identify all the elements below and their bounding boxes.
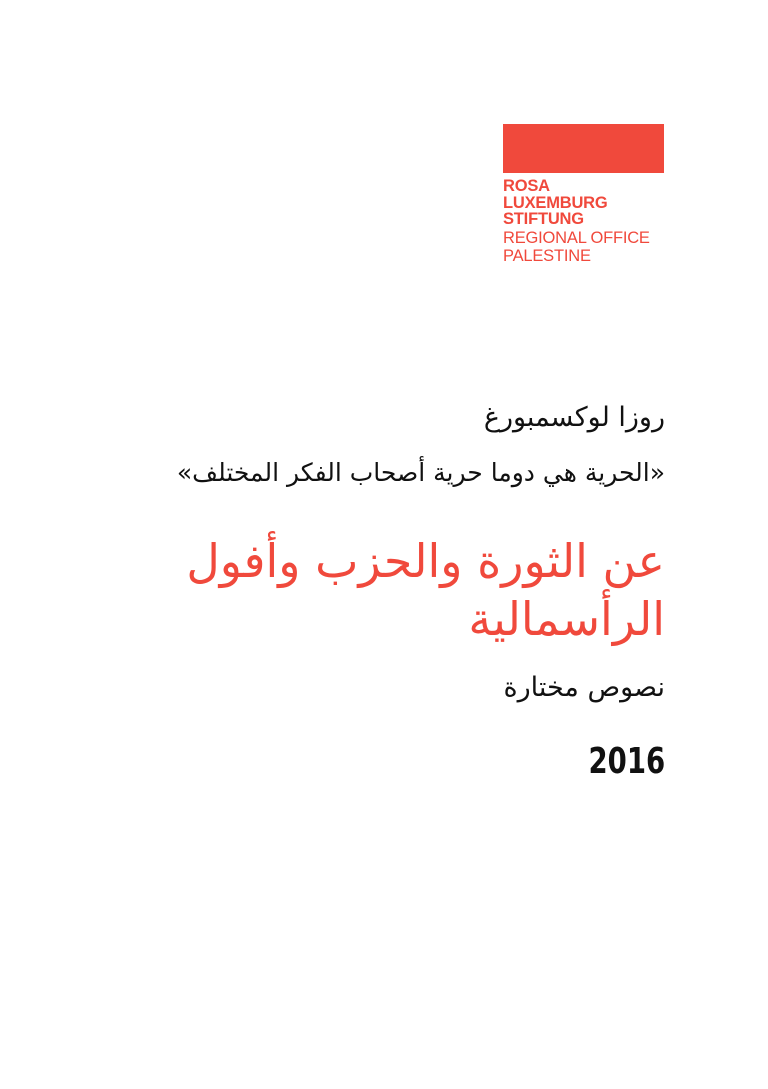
book-title-line-2: الرأسمالية	[468, 592, 665, 646]
logo-line-palestine: PALESTINE	[503, 247, 591, 265]
publisher-logo	[503, 124, 665, 265]
logo-line-stiftung: STIFTUNG	[503, 210, 584, 228]
author-name: روزا لوكسمبورغ	[483, 402, 665, 433]
book-title-line-1: عن الثورة والحزب وأفول	[186, 534, 665, 588]
book-subtitle: نصوص مختارة	[503, 672, 665, 703]
book-title	[186, 532, 665, 648]
logo-text	[503, 178, 665, 265]
publication-year: 2016	[588, 741, 665, 782]
logo-red-bar	[503, 124, 664, 173]
logo-line-luxemburg: LUXEMBURG	[503, 193, 608, 212]
logo-line-rosa: ROSA	[503, 177, 550, 195]
logo-line-regional-office: REGIONAL OFFICE	[503, 228, 650, 247]
cover-quote: «الحرية هي دوما حرية أصحاب الفكر المختلف»	[176, 458, 665, 487]
